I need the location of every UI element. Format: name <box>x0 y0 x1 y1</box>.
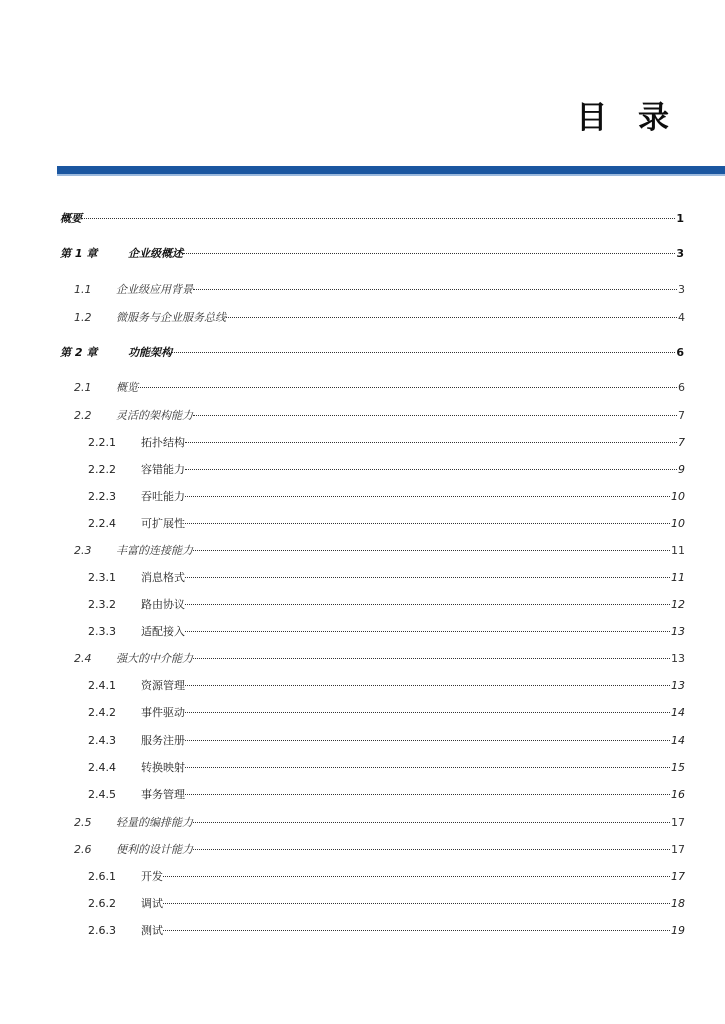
toc-entry-section[interactable] <box>74 543 685 559</box>
toc-entry-subsection[interactable] <box>88 570 685 586</box>
toc-entry-section[interactable] <box>74 310 685 326</box>
toc-entry-page-number: 11 <box>671 571 685 584</box>
toc-entry-title: 事件驱动 <box>141 706 185 719</box>
page-title: 目 录 <box>576 100 679 136</box>
toc-entry-number: 1.1 <box>74 283 92 296</box>
toc-dot-leader <box>163 903 670 904</box>
header-rule-light <box>57 174 725 176</box>
toc-entry-number: 2.2.2 <box>88 463 116 476</box>
toc-entry-number: 2.2.1 <box>88 436 116 449</box>
toc-dot-leader <box>193 289 677 290</box>
toc-dot-leader <box>193 822 670 823</box>
toc-entry-title: 拓扑结构 <box>141 436 185 449</box>
toc-dot-leader <box>185 740 670 741</box>
toc-entry-number: 2.6.3 <box>88 924 116 937</box>
toc-entry-page-number: 4 <box>678 311 685 324</box>
toc-dot-leader <box>185 767 670 768</box>
toc-entry-section[interactable] <box>74 380 685 396</box>
toc-entry-title: 容错能力 <box>141 463 185 476</box>
toc-entry-number: 第 1 章 <box>60 247 98 260</box>
toc-entry-subsection[interactable] <box>88 896 685 912</box>
toc-dot-leader <box>163 876 670 877</box>
toc-entry-number: 2.4.2 <box>88 706 116 719</box>
toc-entry-title: 功能架构 <box>128 346 172 359</box>
toc-entry-title: 便利的设计能力 <box>116 843 193 856</box>
toc-entry-page-number: 7 <box>678 409 685 422</box>
toc-entry-number: 2.6.1 <box>88 870 116 883</box>
toc-entry-page-number: 15 <box>671 761 685 774</box>
toc-dot-leader <box>185 496 670 497</box>
toc-entry-number: 2.3.3 <box>88 625 116 638</box>
toc-entry-subsection[interactable] <box>88 760 685 776</box>
toc-entry-page-number: 10 <box>671 517 685 530</box>
toc-entry-title: 丰富的连接能力 <box>116 544 193 557</box>
toc-entry-section[interactable] <box>74 651 685 667</box>
toc-entry-page-number: 12 <box>671 598 685 611</box>
toc-entry-chapter[interactable] <box>60 345 684 361</box>
toc-entry-subsection[interactable] <box>88 624 685 640</box>
toc-entry-title: 企业级应用背景 <box>116 283 193 296</box>
toc-entry-number: 2.6 <box>74 843 92 856</box>
toc-entry-subsection[interactable] <box>88 435 685 451</box>
toc-entry-title: 路由协议 <box>141 598 185 611</box>
toc-dot-leader <box>183 253 675 254</box>
toc-entry-page-number: 17 <box>671 816 685 829</box>
toc-entry-subsection[interactable] <box>88 597 685 613</box>
toc-entry-number: 2.5 <box>74 816 92 829</box>
toc-entry-title: 消息格式 <box>141 571 185 584</box>
toc-entry-title: 调试 <box>141 897 163 910</box>
toc-entry-page-number: 9 <box>678 463 685 476</box>
toc-entry-number: 2.4.3 <box>88 734 116 747</box>
toc-dot-leader <box>163 930 670 931</box>
toc-dot-leader <box>185 523 670 524</box>
toc-dot-leader <box>82 218 675 219</box>
toc-entry-subsection[interactable] <box>88 516 685 532</box>
toc-entry-title: 概览 <box>116 381 138 394</box>
toc-entry-page-number: 10 <box>671 490 685 503</box>
toc-entry-title: 企业级概述 <box>128 247 183 260</box>
toc-entry-chapter[interactable] <box>60 211 684 227</box>
toc-entry-number: 2.2.4 <box>88 517 116 530</box>
toc-entry-page-number: 13 <box>671 625 685 638</box>
toc-entry-section[interactable] <box>74 842 685 858</box>
toc-entry-title: 灵活的架构能力 <box>116 409 193 422</box>
toc-dot-leader <box>193 658 670 659</box>
toc-dot-leader <box>138 387 677 388</box>
toc-entry-title: 微服务与企业服务总线 <box>116 311 226 324</box>
toc-dot-leader <box>172 352 675 353</box>
toc-entry-page-number: 13 <box>671 679 685 692</box>
toc-entry-number: 2.4.5 <box>88 788 116 801</box>
toc-entry-number: 第 2 章 <box>60 346 98 359</box>
toc-entry-title: 服务注册 <box>141 734 185 747</box>
toc-dot-leader <box>185 469 677 470</box>
toc-entry-page-number: 3 <box>678 283 685 296</box>
toc-entry-number: 2.2.3 <box>88 490 116 503</box>
toc-dot-leader <box>185 604 670 605</box>
toc-entry-title: 吞吐能力 <box>141 490 185 503</box>
toc-entry-page-number: 3 <box>676 247 684 260</box>
toc-entry-subsection[interactable] <box>88 462 685 478</box>
toc-entry-section[interactable] <box>74 408 685 424</box>
toc-entry-title: 开发 <box>141 870 163 883</box>
toc-entry-title: 概要 <box>60 212 82 225</box>
toc-entry-section[interactable] <box>74 282 685 298</box>
toc-entry-number: 2.4.1 <box>88 679 116 692</box>
toc-dot-leader <box>193 550 670 551</box>
toc-entry-page-number: 1 <box>676 212 684 225</box>
toc-entry-subsection[interactable] <box>88 923 685 939</box>
toc-entry-number: 2.4.4 <box>88 761 116 774</box>
toc-entry-page-number: 13 <box>671 652 685 665</box>
toc-entry-subsection[interactable] <box>88 705 685 721</box>
toc-entry-page-number: 16 <box>671 788 685 801</box>
toc-dot-leader <box>193 849 670 850</box>
toc-entry-number: 2.1 <box>74 381 92 394</box>
toc-dot-leader <box>185 794 670 795</box>
toc-entry-section[interactable] <box>74 815 685 831</box>
toc-dot-leader <box>185 577 670 578</box>
toc-entry-subsection[interactable] <box>88 733 685 749</box>
toc-entry-page-number: 17 <box>671 870 685 883</box>
toc-entry-number: 2.3.2 <box>88 598 116 611</box>
toc-entry-page-number: 11 <box>671 544 685 557</box>
toc-entry-page-number: 19 <box>671 924 685 937</box>
toc-entry-page-number: 14 <box>671 706 685 719</box>
toc-dot-leader <box>185 442 677 443</box>
toc-entry-title: 适配接入 <box>141 625 185 638</box>
toc-entry-page-number: 7 <box>678 436 685 449</box>
toc-entry-page-number: 6 <box>678 381 685 394</box>
toc-dot-leader <box>185 631 670 632</box>
toc-entry-title: 强大的中介能力 <box>116 652 193 665</box>
toc-entry-number: 2.3.1 <box>88 571 116 584</box>
toc-entry-number: 2.4 <box>74 652 92 665</box>
toc-entry-subsection[interactable] <box>88 489 685 505</box>
toc-entry-number: 2.3 <box>74 544 92 557</box>
toc-dot-leader <box>193 415 677 416</box>
toc-entry-subsection[interactable] <box>88 869 685 885</box>
toc-entry-title: 测试 <box>141 924 163 937</box>
toc-entry-page-number: 6 <box>676 346 684 359</box>
toc-dot-leader <box>226 317 677 318</box>
header-rule-dark <box>57 166 725 174</box>
toc-entry-page-number: 18 <box>671 897 685 910</box>
toc-dot-leader <box>185 712 670 713</box>
toc-entry-chapter[interactable] <box>60 246 684 262</box>
toc-entry-title: 转换映射 <box>141 761 185 774</box>
toc-entry-title: 轻量的编排能力 <box>116 816 193 829</box>
toc-entry-page-number: 17 <box>671 843 685 856</box>
toc-entry-title: 资源管理 <box>141 679 185 692</box>
toc-entry-subsection[interactable] <box>88 678 685 694</box>
toc-entry-number: 1.2 <box>74 311 92 324</box>
toc-entry-subsection[interactable] <box>88 787 685 803</box>
toc-entry-title: 可扩展性 <box>141 517 185 530</box>
toc-entry-page-number: 14 <box>671 734 685 747</box>
toc-entry-title: 事务管理 <box>141 788 185 801</box>
toc-dot-leader <box>185 685 670 686</box>
toc-entry-number: 2.6.2 <box>88 897 116 910</box>
toc-entry-number: 2.2 <box>74 409 92 422</box>
